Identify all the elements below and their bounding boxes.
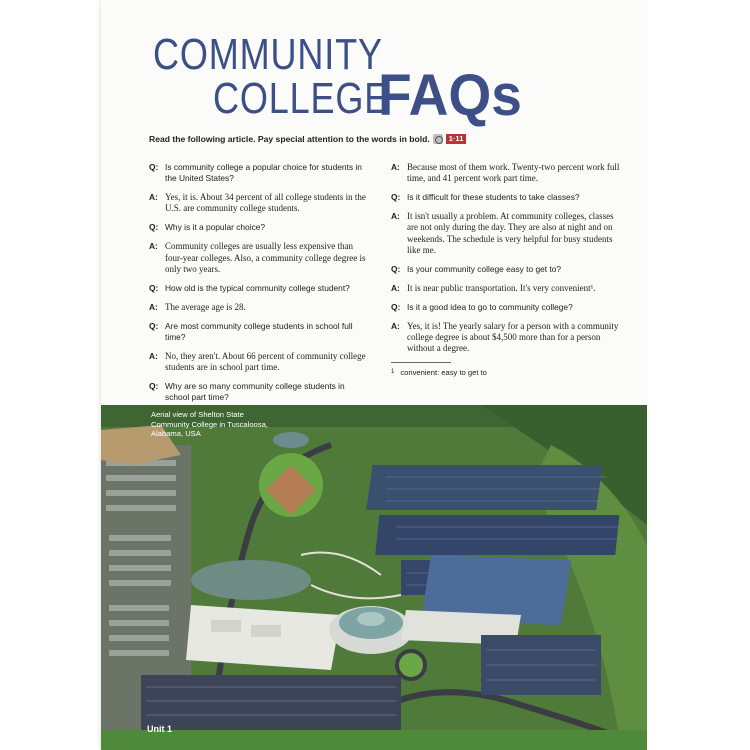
faq-text: It isn't usually a problem. At community colleges, classes are not only during the day. They are also at night and on weekends. The schedule is very helpful for busy students like me. <box>407 211 614 255</box>
faq-label: A: <box>149 351 158 362</box>
faq-answer <box>391 162 621 184</box>
faq-answer <box>391 321 621 355</box>
instruction-text: Read the following article. Pay special attention to the words in bold. <box>149 134 430 144</box>
footnote-text: convenient: easy to get to <box>400 368 487 378</box>
faq-text: It is near public transportation. It's very convenient¹. <box>407 282 596 293</box>
faq-label: A: <box>149 192 158 203</box>
faq-answer <box>149 302 369 313</box>
faq-text: Yes, it is. About 34 percent of all college students in the U.S. are community college students. <box>165 192 366 214</box>
faq-label: A: <box>391 282 400 293</box>
faq-label: Q: <box>391 263 401 274</box>
faq-label: A: <box>391 320 400 331</box>
faq-column-left <box>149 162 369 411</box>
faq-question <box>149 381 369 403</box>
faq-answer <box>391 211 621 256</box>
faq-text: Community colleges are usually less expensive than four-year colleges. Also, a community college degree is only two years. <box>165 241 366 274</box>
photo-caption: Aerial view of Shelton State Community College in Tuscaloosa, Alabama, USA <box>151 410 268 438</box>
faq-text: Because most of them work. Twenty-two percent work full time, and 41 percent work part time. <box>407 162 620 184</box>
title-faqs: FAQs <box>378 63 522 128</box>
faq-answer <box>391 283 621 294</box>
faq-label: A: <box>391 162 400 172</box>
footnote-marker: 1 <box>391 369 395 376</box>
aerial-campus-photo <box>101 405 647 750</box>
faq-answer <box>149 192 369 214</box>
faq-question <box>149 321 369 343</box>
audio-cd-icon <box>433 134 443 144</box>
faq-text: Why is it a popular choice? <box>165 222 266 233</box>
faq-text: Is it difficult for these students to take classes? <box>407 192 580 203</box>
faq-answer <box>149 351 369 373</box>
faq-text: How old is the typical community college student? <box>165 282 350 293</box>
faq-question <box>149 222 369 233</box>
faq-question <box>391 264 621 275</box>
faq-text: Are most community college students in school full time? <box>165 320 353 343</box>
title-line-college: COLLEGE <box>213 74 390 123</box>
faq-label: A: <box>149 301 158 312</box>
faq-question <box>149 162 369 184</box>
audio-track-badge: 1·11 <box>446 134 467 144</box>
faq-text: Is community college a popular choice for students in the United States? <box>165 162 362 184</box>
faq-text: The average age is 28. <box>165 301 246 312</box>
textbook-page <box>101 0 647 750</box>
faq-text: Is your community college easy to get to? <box>407 263 562 274</box>
faq-label: Q: <box>149 222 159 233</box>
faq-question <box>149 283 369 294</box>
unit-label: Unit 1 <box>147 724 173 734</box>
faq-label: Q: <box>391 301 401 312</box>
footnote <box>391 367 621 378</box>
footnote-divider <box>391 362 451 363</box>
faq-column-right <box>391 162 621 379</box>
reading-instruction <box>149 134 466 144</box>
faq-label: A: <box>391 211 400 222</box>
faq-label: A: <box>149 241 158 252</box>
faq-label: Q: <box>149 162 159 172</box>
faq-question <box>391 192 621 203</box>
faq-question <box>391 302 621 313</box>
faq-answer <box>149 241 369 275</box>
faq-text: Why are so many community college students in school part time? <box>165 381 345 403</box>
faq-label: Q: <box>149 282 159 293</box>
faq-label: Q: <box>391 192 401 203</box>
faq-label: Q: <box>149 320 159 331</box>
faq-text: No, they aren't. About 66 percent of community college students are in school part time. <box>165 351 366 373</box>
faq-text: Is it a good idea to go to community college? <box>407 301 573 312</box>
faq-text: Yes, it is! The yearly salary for a person with a community college degree is about $4,500 more than for a person without a degree. <box>407 320 619 354</box>
title-line-community: COMMUNITY <box>153 30 383 79</box>
faq-label: Q: <box>149 381 159 392</box>
